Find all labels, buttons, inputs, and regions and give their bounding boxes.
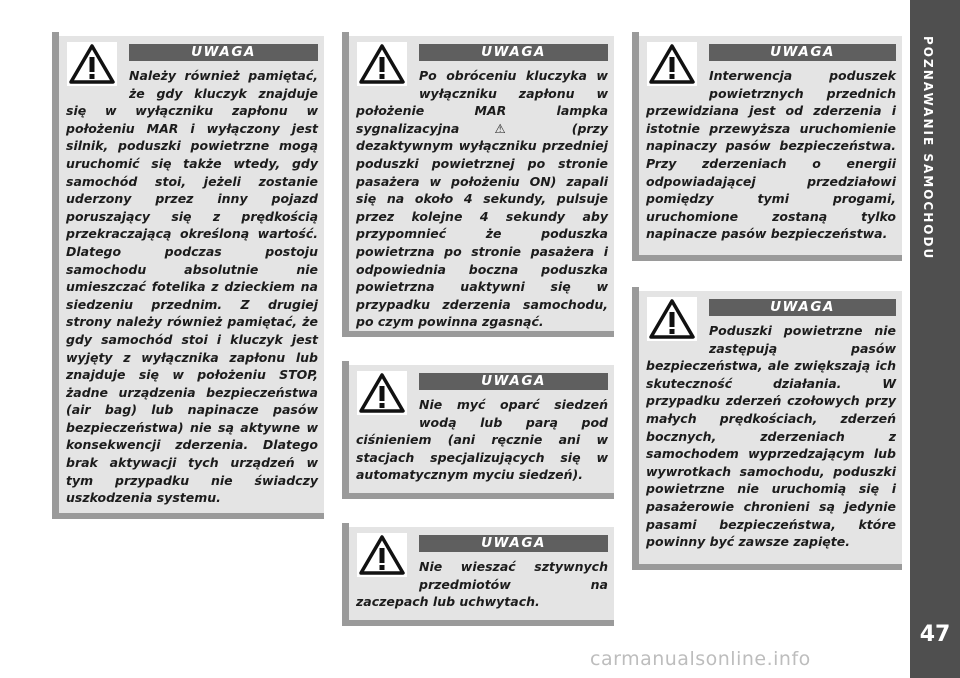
sidebar-band	[910, 0, 960, 678]
warning-heading: UWAGA	[419, 373, 608, 390]
warning-heading: UWAGA	[709, 299, 896, 316]
warning-box-6	[632, 291, 902, 564]
warning-heading: UWAGA	[709, 44, 896, 61]
warning-text: Poduszki powietrzne nie zastępują pasów bezpieczeństwa, ale zwiększają ich skuteczność działania. W przypadku zderzeń czołowych przy małych prędkościach, zderzeń bocznych, zderzeniach z samochodem wyprzedzającym lub wywrotkach samochodu, poduszki powietrzne nie uruchomią się i pasażerowie chronieni są jedynie pasami bezpieczeństwa, które powinny być zawsze zapięte.	[646, 323, 896, 550]
warning-box-5	[632, 36, 902, 255]
warning-text: Nie wieszać sztywnych przedmiotów na zaczepach lub uchwytach.	[356, 559, 608, 610]
warning-triangle-icon	[67, 42, 117, 86]
warning-box-2	[342, 36, 614, 331]
warning-triangle-icon	[647, 42, 697, 86]
warning-heading: UWAGA	[419, 535, 608, 552]
warning-text: Nie myć oparć siedzeń wodą lub parą pod ciśnieniem (ani ręcznie ani w stacjach specjalizujących się w automatycznym myciu siedzeń).	[356, 397, 608, 483]
section-title: POZNAWANIE SAMOCHODU	[921, 36, 935, 261]
warning-heading: UWAGA	[129, 44, 318, 61]
page-number: 47	[919, 622, 951, 647]
warning-heading: UWAGA	[419, 44, 608, 61]
warning-triangle-icon	[357, 533, 407, 577]
warning-triangle-icon	[357, 42, 407, 86]
warning-box-4	[342, 527, 614, 620]
warning-text: Należy również pamiętać, że gdy kluczyk znajduje się w wyłączniku zapłonu w położeniu MAR i wyłączony jest silnik, poduszki powietrzne mogą uruchomić się także wtedy, gdy samochód stoi, jeżeli zostanie uderzony przez inny pojazd poruszający się z prędkością przekraczającą określoną wartość. Dlatego podczas postoju samochodu absolutnie nie umieszczać fotelika z dzieckiem na siedzeniu przednim. Z drugiej strony należy również pamiętać, że gdy samochód stoi i kluczyk jest wyjęty z wyłącznika zapłonu lub znajduje się w położeniu STOP, żadne urządzenia bezpieczeństwa (air bag) lub napinacze pasów bezpieczeństwa) nie są aktywne w konsekwencji zderzenia. Dlatego brak aktywacji tych urządzeń w tym przypadku nie świadczy uszkodzenia systemu.	[66, 68, 318, 506]
warning-text: Interwencja poduszek powietrznych przednich przewidziana jest od zderzenia i istotnie przewyższa uruchomienie napinaczy pasów bezpieczeństwa. Przy zderzeniach o energii odpowiadającej przedziałowi pomiędzy tymi progami, uruchomione zostaną tylko napinacze pasów bezpieczeństwa.	[646, 68, 896, 242]
watermark: carmanualsonline.info	[590, 648, 811, 670]
warning-triangle-icon	[357, 371, 407, 415]
warning-box-1	[52, 36, 324, 513]
warning-triangle-icon	[647, 297, 697, 341]
warning-text: Po obróceniu kluczyka w wyłączniku zapłonu w położenie MAR lampka sygnalizacyjna ⚠ (przy dezaktywnym wyłączniku przedniej poduszki powietrznej po stronie pasażera w położeniu ON) zapali się na około 4 sekundy, pulsuje przez kolejne 4 sekundy aby przypomnieć że poduszka powietrzna po stronie pasażera i odpowiednia boczna poduszka powietrzna uaktywni się w przypadku zderzenia samochodu, po czym powinna zgasnąć.	[356, 68, 608, 330]
warning-box-3	[342, 365, 614, 493]
